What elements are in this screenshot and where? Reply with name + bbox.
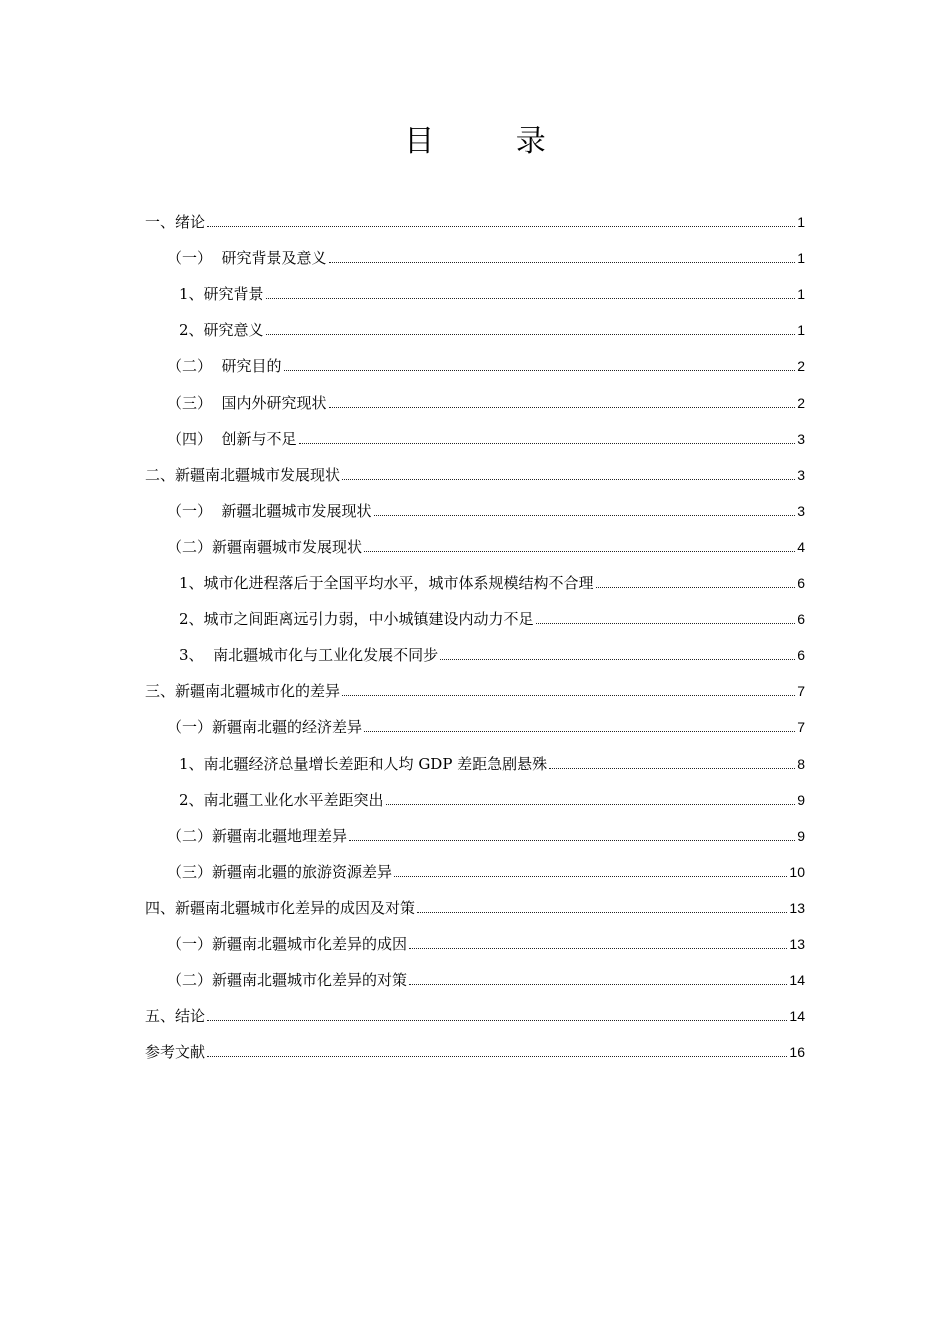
toc-page-number: 6 — [797, 575, 805, 592]
toc-entry[interactable] — [145, 774, 805, 810]
toc-entry[interactable] — [145, 954, 805, 990]
toc-page-number: 13 — [789, 935, 805, 952]
toc-dot-leader — [374, 515, 796, 516]
toc-page-number: 7 — [797, 683, 805, 700]
toc-entry[interactable] — [145, 737, 805, 773]
toc-entry[interactable] — [145, 376, 805, 412]
toc-entry[interactable] — [145, 665, 805, 701]
toc-entry[interactable] — [145, 629, 805, 665]
toc-dot-leader — [299, 443, 796, 444]
toc-page-number: 1 — [797, 322, 805, 339]
toc-dot-leader — [342, 479, 795, 480]
toc-dot-leader — [207, 1020, 787, 1021]
toc-dot-leader — [409, 948, 787, 949]
toc-entry-text: （一） 新疆北疆城市发展现状 — [167, 501, 372, 520]
toc-entry-text: 1、南北疆经济总量增长差距和人均 GDP 差距急剧悬殊 — [179, 754, 548, 773]
toc-dot-leader — [284, 370, 796, 371]
toc-entry-text: （二）新疆南疆城市发展现状 — [167, 537, 363, 556]
toc-entry-text: 2、研究意义 — [179, 321, 264, 340]
toc-list — [145, 196, 805, 1062]
toc-entry-text: 1、研究背景 — [179, 285, 264, 304]
toc-entry-text: 五、结论 — [145, 1007, 206, 1026]
toc-page-number: 1 — [797, 250, 805, 267]
toc-entry-text: （一）新疆南北疆的经济差异 — [167, 718, 363, 737]
toc-page-number: 3 — [797, 466, 805, 483]
toc-page-number: 7 — [797, 719, 805, 736]
toc-dot-leader — [207, 1056, 787, 1057]
toc-page-number: 10 — [789, 863, 805, 880]
toc-entry[interactable] — [145, 304, 805, 340]
toc-dot-leader — [329, 407, 796, 408]
toc-entry[interactable] — [145, 701, 805, 737]
toc-entry-text: 四、新疆南北疆城市化差异的成因及对策 — [145, 898, 416, 917]
toc-page-number: 8 — [797, 755, 805, 772]
toc-entry[interactable] — [145, 810, 805, 846]
toc-entry[interactable] — [145, 557, 805, 593]
toc-entry[interactable] — [145, 340, 805, 376]
toc-entry-text: （二）新疆南北疆地理差异 — [167, 826, 348, 845]
toc-page-number: 13 — [789, 899, 805, 916]
toc-entry-text: （四） 创新与不足 — [167, 429, 297, 448]
toc-page-number: 3 — [797, 502, 805, 519]
toc-entry-text: 3、 南北疆城市化与工业化发展不同步 — [179, 646, 439, 665]
toc-entry-text: （一） 研究背景及意义 — [167, 249, 327, 268]
toc-title: 目 录 — [404, 124, 582, 159]
toc-entry[interactable] — [145, 196, 805, 232]
toc-dot-leader — [536, 623, 796, 624]
toc-entry[interactable] — [145, 413, 805, 449]
toc-page-number: 9 — [797, 827, 805, 844]
toc-dot-leader — [440, 659, 795, 660]
toc-entry-text: （一）新疆南北疆城市化差异的成因 — [167, 934, 408, 953]
toc-entry[interactable] — [145, 232, 805, 268]
toc-dot-leader — [394, 876, 787, 877]
toc-dot-leader — [342, 695, 795, 696]
toc-page-number: 4 — [797, 538, 805, 555]
toc-dot-leader — [266, 298, 796, 299]
toc-dot-leader — [549, 768, 795, 769]
toc-page-number: 6 — [797, 647, 805, 664]
toc-entry[interactable] — [145, 449, 805, 485]
toc-entry[interactable] — [145, 882, 805, 918]
toc-dot-leader — [364, 551, 795, 552]
toc-entry-text: 参考文献 — [145, 1043, 206, 1062]
toc-entry[interactable] — [145, 846, 805, 882]
toc-page-number: 2 — [797, 358, 805, 375]
toc-dot-leader — [207, 226, 795, 227]
toc-page-number: 1 — [797, 286, 805, 303]
toc-entry-text: 2、城市之间距离远引力弱，中小城镇建设内动力不足 — [179, 610, 534, 629]
toc-entry-text: （三） 国内外研究现状 — [167, 393, 327, 412]
toc-dot-leader — [266, 334, 796, 335]
toc-entry-text: 三、新疆南北疆城市化的差异 — [145, 682, 341, 701]
toc-entry[interactable] — [145, 521, 805, 557]
toc-entry[interactable] — [145, 990, 805, 1026]
toc-page-number: 14 — [789, 1008, 805, 1025]
toc-dot-leader — [364, 731, 795, 732]
toc-page-number: 16 — [789, 1044, 805, 1061]
toc-dot-leader — [596, 587, 796, 588]
toc-entry[interactable] — [145, 268, 805, 304]
toc-page-number: 2 — [797, 394, 805, 411]
toc-dot-leader — [417, 912, 787, 913]
toc-dot-leader — [329, 262, 796, 263]
toc-entry-text: 二、新疆南北疆城市发展现状 — [145, 465, 341, 484]
toc-entry[interactable] — [145, 1026, 805, 1062]
toc-page-number: 9 — [797, 791, 805, 808]
toc-page-number: 6 — [797, 611, 805, 628]
toc-entry-text: 一、绪论 — [145, 213, 206, 232]
toc-dot-leader — [409, 984, 787, 985]
toc-page-number: 14 — [789, 972, 805, 989]
toc-dot-leader — [349, 840, 795, 841]
toc-entry-text: 1、城市化进程落后于全国平均水平，城市体系规模结构不合理 — [179, 574, 594, 593]
toc-entry-text: 2、南北疆工业化水平差距突出 — [179, 790, 384, 809]
toc-entry-text: （二）新疆南北疆城市化差异的对策 — [167, 971, 408, 990]
toc-entry-text: （三）新疆南北疆的旅游资源差异 — [167, 862, 393, 881]
toc-page-number: 3 — [797, 430, 805, 447]
toc-entry[interactable] — [145, 485, 805, 521]
toc-entry[interactable] — [145, 593, 805, 629]
toc-entry[interactable] — [145, 918, 805, 954]
toc-entry-text: （二） 研究目的 — [167, 357, 282, 376]
toc-page-number: 1 — [797, 214, 805, 231]
toc-dot-leader — [386, 804, 796, 805]
